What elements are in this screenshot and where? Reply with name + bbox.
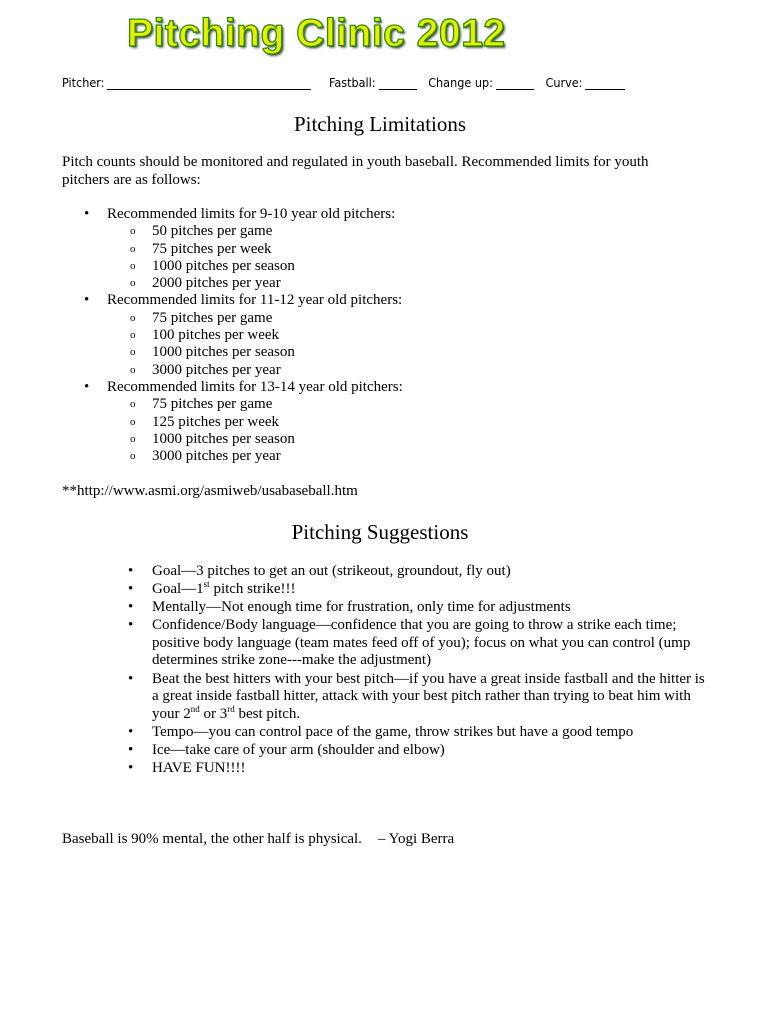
limit-group-label: Recommended limits for 9-10 year old pitchers: xyxy=(107,206,396,222)
circle-bullet-icon: o xyxy=(130,450,136,463)
suggestion-item: • Goal—3 pitches to get an out (strikeout, groundout, fly out) xyxy=(128,563,511,579)
limitations-list xyxy=(62,206,403,465)
limit-group xyxy=(62,292,403,378)
suggestion-item: • HAVE FUN!!!! xyxy=(128,760,246,777)
suggestion-item: • Mentally—Not enough time for frustration, only time for adjustments xyxy=(128,599,571,616)
limitations-intro: Pitch counts should be monitored and regulated in youth baseball. Recommended limits for youth pitchers are as follows: xyxy=(62,154,649,188)
quote-text: Baseball is 90% mental, the other half is physical. xyxy=(62,831,362,847)
bullet-icon: • xyxy=(84,206,90,222)
suggestion-item: • Goal—1st pitch strike!!! xyxy=(128,579,296,598)
limit-item: o 75 pitches per week xyxy=(130,240,272,257)
pitcher-form-row xyxy=(62,74,702,92)
circle-bullet-icon: o xyxy=(130,277,136,290)
suggestion-item: • Ice—take care of your arm (shoulder and elbow) xyxy=(128,741,445,758)
bullet-icon: • xyxy=(128,617,134,634)
curve-label: Curve: xyxy=(545,75,583,90)
source-link[interactable]: **http://www.asmi.org/asmiweb/usabaseball.htm xyxy=(62,483,358,499)
limit-group-label: Recommended limits for 13-14 year old pitchers: xyxy=(107,378,403,395)
limit-item: o 75 pitches per game xyxy=(130,309,273,326)
curve-blank xyxy=(585,76,625,90)
circle-bullet-icon: o xyxy=(130,329,136,342)
suggestions-list xyxy=(107,563,707,778)
changeup-label: Change up: xyxy=(428,75,493,90)
suggestion-item: • Beat the best hitters with your best pitch—if you have a great inside fastball and the hitter is a great inside fastball hitter, attack with your best pitch rather than trying to beat him with your 2nd or 3rd best pitch. xyxy=(128,670,705,722)
suggestion-item: • Tempo—you can control pace of the game, throw strikes but have a good tempo xyxy=(128,723,634,740)
circle-bullet-icon: o xyxy=(130,398,136,411)
circle-bullet-icon: o xyxy=(130,225,136,238)
limit-group-label: Recommended limits for 11-12 year old pitchers: xyxy=(107,292,403,309)
circle-bullet-icon: o xyxy=(130,432,136,445)
suggestion-item: • Confidence/Body language—confidence that you are going to throw a strike each time; positive body language (team mates feed off of you); focus on what you can control (ump determines strike zone---make the adjustment) xyxy=(128,617,691,669)
limit-item: o 1000 pitches per season xyxy=(130,430,295,447)
bullet-icon: • xyxy=(128,563,134,579)
circle-bullet-icon: o xyxy=(130,259,136,272)
bullet-icon: • xyxy=(128,670,134,687)
circle-bullet-icon: o xyxy=(130,363,136,376)
suggestions-heading: Pitching Suggestions xyxy=(291,520,469,544)
limit-item: o 100 pitches per week xyxy=(130,327,280,344)
limit-item: o 1000 pitches per season xyxy=(130,344,295,361)
page-title: Pitching Clinic 2012 xyxy=(127,12,506,55)
quote-author: – Yogi Berra xyxy=(377,831,455,847)
limit-item: o 50 pitches per game xyxy=(130,223,273,240)
changeup-blank xyxy=(496,76,534,90)
fastball-blank xyxy=(379,76,417,90)
bullet-icon: • xyxy=(128,599,134,616)
limit-group xyxy=(62,379,403,465)
pitcher-blank xyxy=(107,76,311,90)
limit-group xyxy=(62,206,403,292)
bullet-icon: • xyxy=(128,741,134,758)
limit-item: o 75 pitches per game xyxy=(130,396,273,413)
bullet-icon: • xyxy=(84,378,90,395)
bullet-icon: • xyxy=(128,723,134,740)
pitcher-label: Pitcher: xyxy=(62,75,105,90)
circle-bullet-icon: o xyxy=(130,311,136,324)
circle-bullet-icon: o xyxy=(130,415,136,428)
limitations-heading: Pitching Limitations xyxy=(293,112,467,136)
circle-bullet-icon: o xyxy=(130,346,136,359)
quote xyxy=(62,831,682,849)
fastball-label: Fastball: xyxy=(329,75,376,90)
circle-bullet-icon: o xyxy=(130,242,136,255)
bullet-icon: • xyxy=(128,581,134,598)
limit-item: o 125 pitches per week xyxy=(130,413,280,430)
bullet-icon: • xyxy=(128,760,134,777)
limit-item: o 2000 pitches per year xyxy=(130,275,281,292)
limit-item: o 3000 pitches per year xyxy=(130,448,281,465)
limit-item: o 1000 pitches per season xyxy=(130,257,295,274)
bullet-icon: • xyxy=(84,292,90,309)
limit-item: o 3000 pitches per year xyxy=(130,361,281,378)
